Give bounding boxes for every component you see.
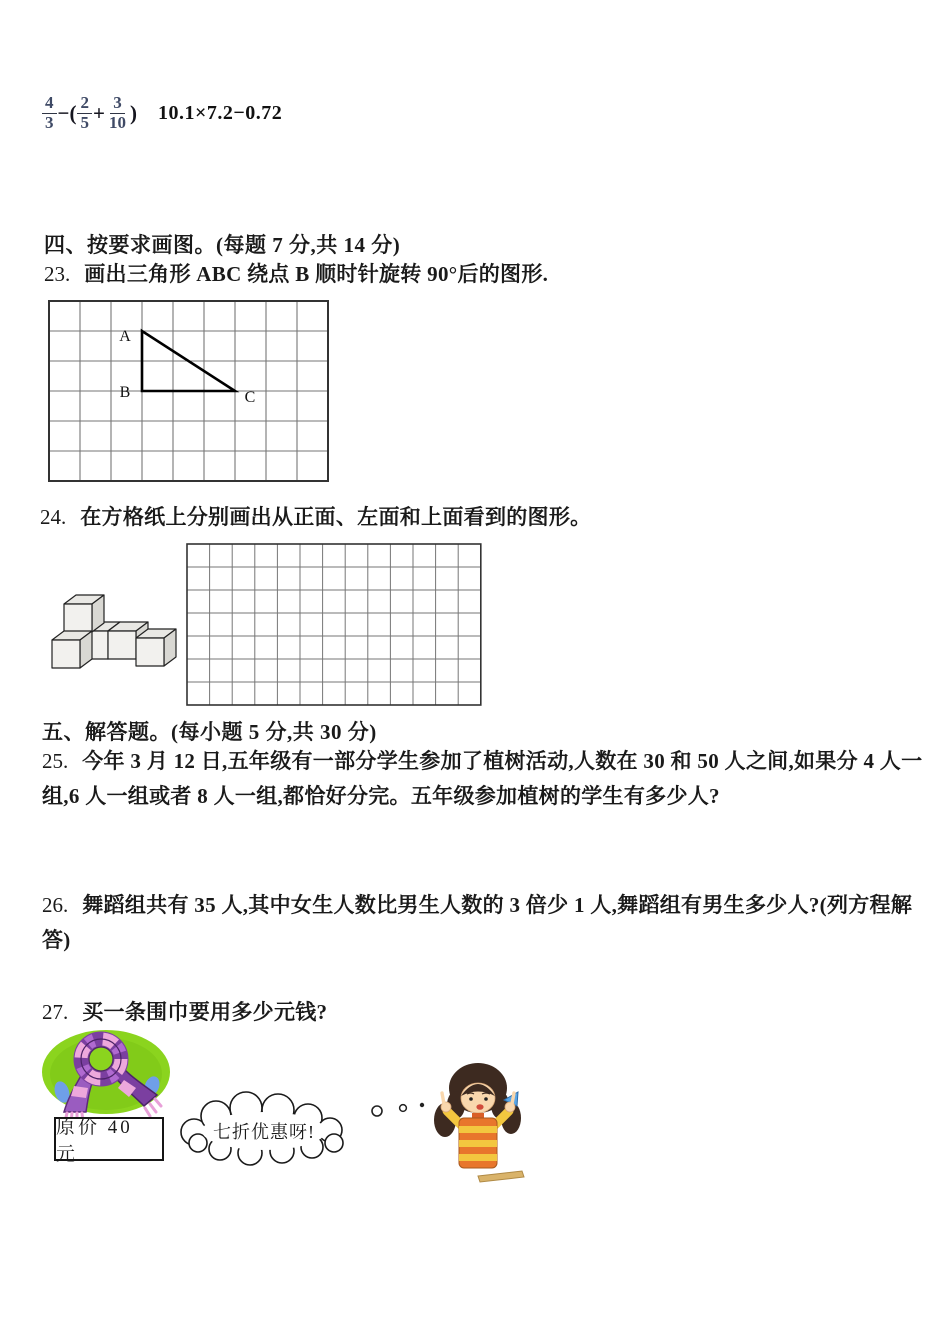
q24-text: 在方格纸上分别画出从正面、左面和上面看到的图形。 <box>80 505 592 529</box>
section4-heading: 四、按要求画图。(每题 7 分,共 14 分) <box>44 233 401 257</box>
fraction-denominator: 5 <box>80 113 89 133</box>
speech-bubble-text: 七折优惠呀! <box>213 1122 315 1142</box>
girl-torso <box>459 1118 497 1168</box>
q27-line <box>42 996 327 1026</box>
q25-number: 25. <box>42 749 69 773</box>
operator-close-paren: ) <box>129 100 137 125</box>
operator-minus-paren: −( <box>57 100 77 125</box>
fraction-numerator: 4 <box>42 94 57 114</box>
triangle-vertex-label-C: C <box>244 389 256 406</box>
q25-text: 今年 3 月 12 日,五年级有一部分学生参加了植树活动,人数在 30 和 50 人之间,如果分 4 人一组,6 人一组或者 8 人一组,都恰好分完。五年级参加植树的学生有多少人? <box>42 749 923 808</box>
q26-paragraph <box>42 888 927 958</box>
fraction-denominator: 3 <box>45 113 54 133</box>
fraction-term-1 <box>42 94 57 133</box>
q23-grid-figure <box>46 298 331 484</box>
fraction-term-2 <box>77 94 92 133</box>
fraction-denominator: 10 <box>108 113 126 133</box>
section5-heading: 五、解答题。(每小题 5 分,共 30 分) <box>42 720 377 744</box>
fraction-numerator: 2 <box>77 94 92 114</box>
decimal-expression: 10.1×7.2−0.72 <box>157 101 283 124</box>
girl-illustration <box>430 1060 525 1190</box>
q26-number: 26. <box>42 893 69 917</box>
q25-paragraph <box>42 744 927 814</box>
q24-grid-figure <box>184 541 484 708</box>
q23-text: 画出三角形 ABC 绕点 B 顺时针旋转 90°后的图形. <box>84 262 549 286</box>
triangle-vertex-label-B: B <box>119 384 131 401</box>
cubes-figure <box>42 592 178 674</box>
q27-text: 买一条围巾要用多少元钱? <box>82 1000 328 1024</box>
triangle-vertex-label-A: A <box>119 328 131 345</box>
price-tag <box>54 1117 164 1165</box>
fraction-term-3 <box>106 94 129 133</box>
fraction-numerator: 3 <box>110 94 125 114</box>
q24-line <box>40 501 591 531</box>
q24-number: 24. <box>40 505 67 529</box>
operator-plus: + <box>92 100 105 125</box>
q23-number: 23. <box>44 262 71 286</box>
q23-line <box>44 258 548 288</box>
thought-dots <box>368 1098 430 1120</box>
price-tag-label: 原价 40 元 <box>56 1117 133 1165</box>
q26-text: 舞蹈组共有 35 人,其中女生人数比男生人数的 3 倍少 1 人,舞蹈组有男生多少人?(列方程解答) <box>42 893 913 952</box>
speech-bubble <box>172 1090 360 1170</box>
q27-number: 27. <box>42 1000 69 1024</box>
calc-expression-row <box>42 94 282 133</box>
